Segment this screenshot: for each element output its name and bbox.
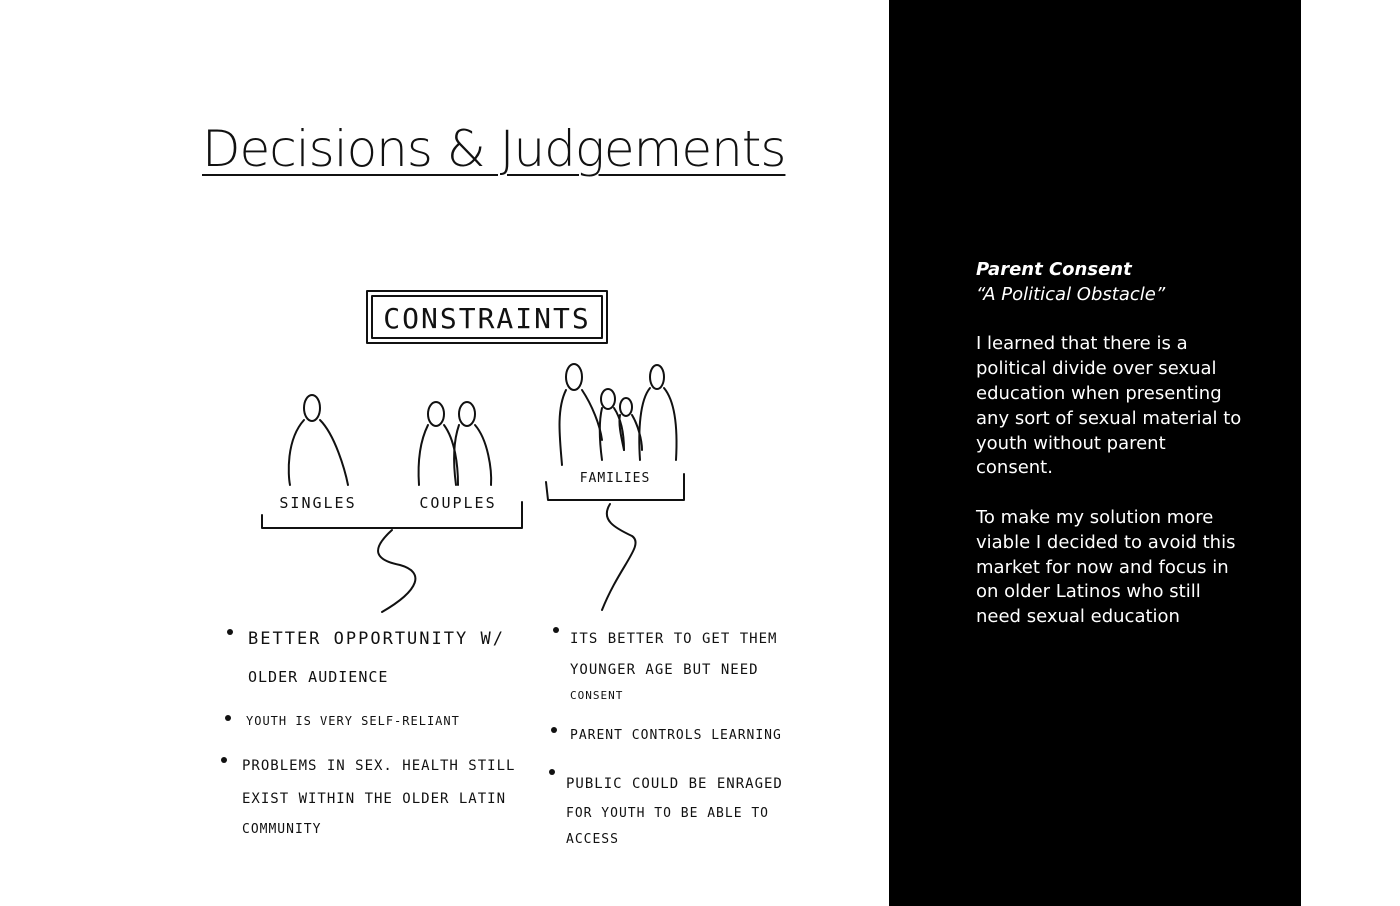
left-bullet-1-line-2: older audience: [248, 668, 389, 686]
right-bullet-list: [549, 627, 783, 847]
panel-heading: Parent Consent: [976, 259, 1132, 280]
families-label: Families: [579, 471, 651, 486]
left-bullet-3-line-3: community: [242, 822, 322, 837]
left-bullet-2: Youth is very self-reliant: [246, 714, 460, 728]
singles-label: Singles: [279, 494, 357, 512]
page-title: Decisions & Judgements: [202, 120, 786, 178]
panel-text: [976, 258, 1246, 630]
singles-figure: [289, 395, 348, 485]
couples-label: Couples: [419, 494, 497, 512]
families-figure: [560, 364, 677, 465]
panel-subheading: “A Political Obstacle”: [976, 283, 1166, 305]
right-bullet-3-line-1: Public could be enraged: [566, 776, 783, 792]
panel-paragraph-1: I learned that there is a political divide over sexual education when presenting any sort of sexual material to youth without parent consent.: [976, 333, 1242, 479]
right-bullet-3-line-2: for youth to be able to: [566, 806, 770, 821]
constraints-box: [367, 291, 607, 343]
left-bullet-3-line-2: exist within the older Latin: [242, 791, 507, 807]
right-connector: [602, 504, 636, 610]
couples-figure: [419, 402, 492, 485]
constraints-sketch: [200, 260, 840, 880]
left-bullet-1-line-1: Better opportunity w/: [248, 629, 505, 649]
left-bullet-list: [221, 629, 515, 837]
constraints-label: Constraints: [383, 302, 591, 335]
right-bullet-1-line-3: consent: [570, 689, 624, 702]
right-bullet-2: Parent controls learning: [570, 728, 782, 743]
left-connector: [378, 530, 415, 612]
right-bullet-1-line-2: younger age but need: [570, 662, 759, 678]
right-bullet-3-line-3: access: [566, 832, 619, 847]
panel-paragraph-2: To make my solution more viable I decided to avoid this market for now and focus in on older Latinos who still need sexual education: [976, 506, 1236, 628]
right-bullet-1-line-1: Its better to get them: [570, 631, 778, 647]
left-bullet-3-line-1: Problems in sex. health still: [242, 758, 516, 774]
